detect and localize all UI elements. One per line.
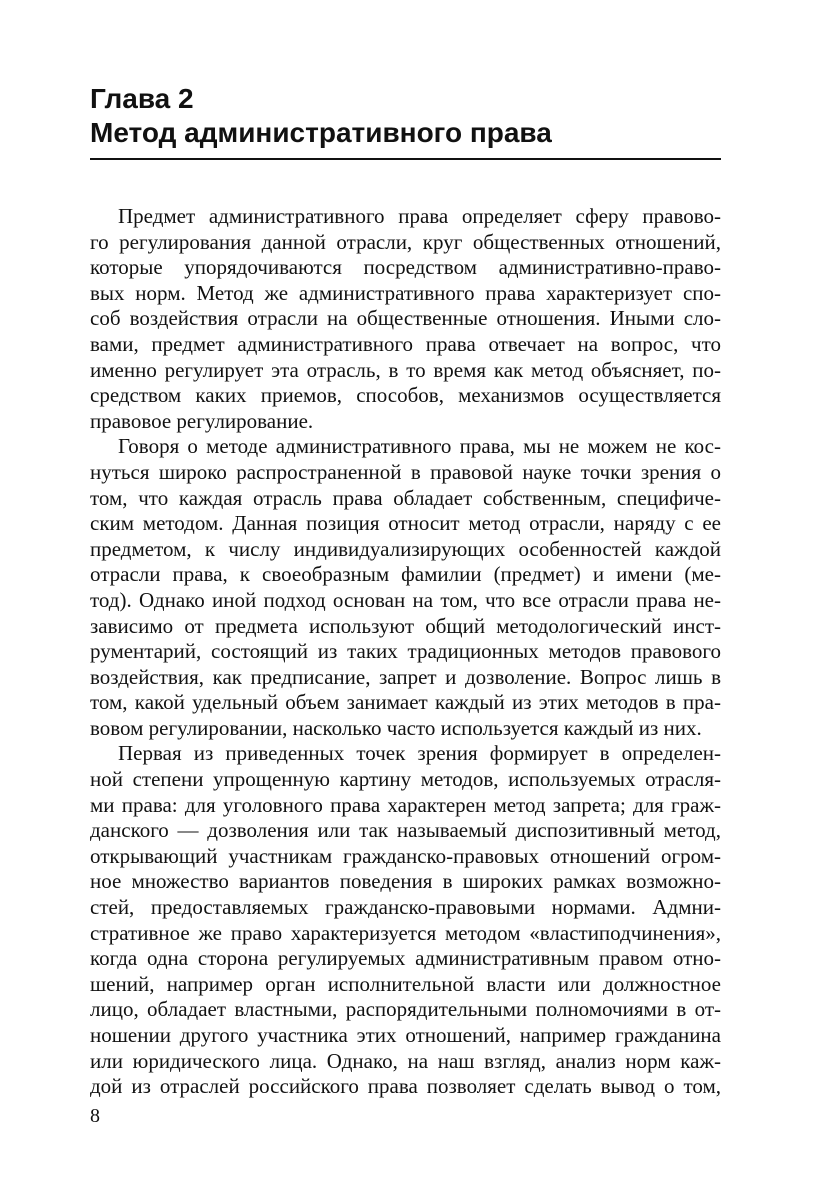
text-line: ношении другого участника этих отношений, например гражданина	[90, 1023, 721, 1047]
text-line: Говоря о методе административного права, мы не можем не кос-	[118, 434, 721, 459]
paragraph	[90, 204, 721, 434]
text-line: том, какой удельный объем занимает каждый из этих методов в пра-	[90, 690, 721, 715]
text-line: ским методом. Данная позиция относит метод отрасли, наряду с ее	[90, 511, 721, 536]
text-line: вых норм. Метод же административного права характеризует спо-	[90, 280, 721, 305]
text-line: рументарий, состоящий из таких традиционных методов правового	[90, 639, 721, 664]
text-line: нуться широко распространенной в правовой науке точки зрения о	[90, 459, 721, 484]
text-line: вовом регулировании, насколько часто используется каждый из них.	[90, 715, 702, 740]
text-line: Первая из приведенных точек зрения формирует в определен-	[118, 741, 721, 766]
text-line: зависимо от предмета используют общий методологический инст-	[90, 613, 721, 638]
text-line: ми права: для уголовного права характерен метод запрета; для граж-	[90, 792, 721, 817]
text-line: соб воздействия отрасли на общественные отношения. Иными сло-	[90, 306, 721, 331]
text-line: ной степени упрощенную картину методов, используемых отрасля-	[90, 767, 721, 792]
text-line: вами, предмет административного права отвечает на вопрос, что	[90, 331, 721, 356]
heading-rule	[90, 158, 721, 160]
text-line: отрасли права, к своеобразным фамилии (предмет) и имени (ме-	[90, 562, 721, 587]
text-line: ное множество вариантов поведения в широких рамках возможно-	[90, 869, 721, 894]
chapter-body	[90, 204, 721, 1100]
text-line: дой из отраслей российского права позволяет сделать вывод о том,	[90, 1074, 721, 1099]
paragraph	[90, 741, 721, 1099]
chapter-heading	[90, 82, 722, 150]
text-line: средством каких приемов, способов, механизмов осуществляется	[90, 383, 721, 408]
text-line: именно регулирует эта отрасль, в то время как метод объясняет, по-	[90, 357, 721, 382]
text-line: предметом, к числу индивидуализирующих особенностей каждой	[90, 536, 721, 561]
text-line: тод). Однако иной подход основан на том, что все отрасли права не-	[90, 587, 721, 612]
text-line: стративное же право характеризуется методом «властиподчинения»,	[90, 920, 721, 945]
text-line: данского — дозволения или так называемый диспозитивный метод,	[90, 818, 721, 843]
text-line: когда одна сторона регулируемых административным правом отно-	[90, 946, 721, 971]
text-line: правовое регулирование.	[90, 408, 314, 433]
chapter-title: Метод административного права	[90, 117, 552, 148]
page-number: 8	[90, 1105, 100, 1127]
text-line: воздействия, как предписание, запрет и дозволение. Вопрос лишь в	[90, 664, 721, 689]
text-line: том, что каждая отрасль права обладает собственным, специфиче-	[90, 485, 721, 510]
text-line: или юридического лица. Однако, на наш взгляд, анализ норм каж-	[90, 1048, 721, 1073]
text-line: шений, например орган исполнительной власти или должностное	[90, 971, 721, 996]
text-line: го регулирования данной отрасли, круг общественных отношений,	[90, 229, 721, 254]
chapter-number: Глава 2	[90, 83, 194, 114]
text-line: которые упорядочиваются посредством административно-право-	[90, 255, 721, 280]
text-line: открывающий участникам гражданско-правовых отношений огром-	[90, 843, 721, 868]
paragraph	[90, 434, 721, 741]
text-line: стей, предоставляемых гражданско-правовыми нормами. Адмни-	[90, 895, 721, 920]
text-line: Предмет административного права определяет сферу правово-	[118, 204, 721, 228]
text-line: лицо, обладает властными, распорядительными полномочиями в от-	[90, 997, 721, 1022]
